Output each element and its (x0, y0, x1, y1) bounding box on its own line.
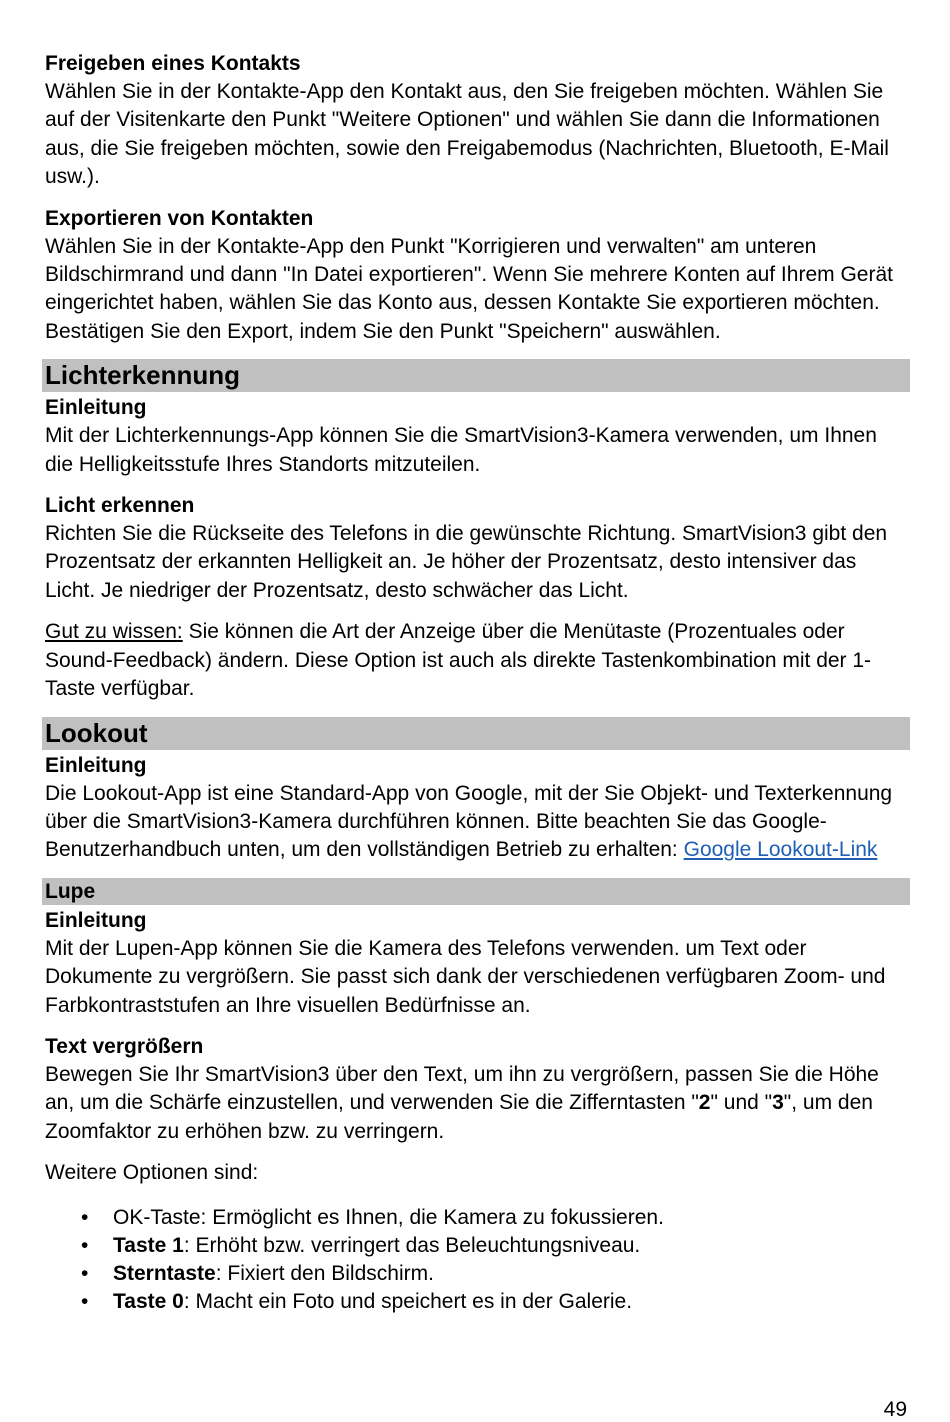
lookout-intro-text (45, 780, 910, 865)
enlarge-text-heading: Text vergrößern (45, 1034, 204, 1058)
more-options-text: Weitere Optionen sind: (45, 1161, 259, 1185)
magnifier-section-heading: Lupe (42, 878, 910, 905)
document-page (45, 50, 910, 1317)
option-key: Sterntaste (113, 1262, 216, 1286)
option-text: : Erhöht bzw. verringert das Beleuchtungsniveau. (183, 1233, 641, 1257)
key-3-label: 3 (772, 1091, 784, 1115)
magnifier-intro-heading: Einleitung (45, 908, 147, 932)
list-item (45, 1232, 910, 1260)
export-contacts-text: Wählen Sie in der Kontakte-App den Punkt "Korrigieren und verwalten" am unteren Bildschirmrand und dann "In Datei exportieren". Wenn Sie mehrere Konten auf Ihrem Gerät eingerichtet haben, wählen Sie das Konto aus, dessen Kontakte Sie exportieren möchten. Bestätigen Sie den Export, indem Sie den Punkt "Speichern" auswählen. (45, 234, 893, 343)
enlarge-text-part-3: ", um den Zoomfaktor zu erhöhen bzw. zu verringern. (45, 1091, 873, 1143)
light-intro-text: Mit der Lichterkennungs-App können Sie die SmartVision3-Kamera verwenden, um Ihnen die Helligkeitsstufe Ihres Standorts mitzuteilen. (45, 424, 877, 476)
enlarge-text-part-2: " und " (710, 1091, 773, 1115)
list-item (45, 1204, 910, 1232)
export-contacts-heading: Exportieren von Kontakten (45, 206, 314, 230)
option-key: Taste 1 (113, 1233, 184, 1257)
bullet-icon: • (81, 1290, 89, 1314)
lookout-section-heading: Lookout (42, 717, 910, 750)
bullet-icon: • (81, 1205, 89, 1229)
share-contact-text: Wählen Sie in der Kontakte-App den Kontakt aus, den Sie freigeben möchten. Wählen Sie auf der Visitenkarte den Punkt "Weitere Optionen" und wählen Sie dann die Informationen aus, die Sie freigeben möchten, sowie den Freigabemodus (Nachrichten, Bluetooth, E-Mail usw.). (45, 80, 889, 189)
lookout-intro-heading: Einleitung (45, 753, 147, 777)
good-to-know-label: Gut zu wissen: (45, 620, 183, 644)
option-text: : Fixiert den Bildschirm. (215, 1262, 434, 1286)
enlarge-text-part-1: Bewegen Sie Ihr SmartVision3 über den Text, um ihn zu vergrößern, passen Sie die Höhe an, um die Schärfe einzustellen, und verwenden Sie die Zifferntasten " (45, 1062, 879, 1115)
key-2-label: 2 (698, 1091, 711, 1115)
enlarge-text-body (45, 1061, 910, 1146)
option-key: Taste 0 (113, 1290, 184, 1314)
bullet-icon: • (81, 1262, 89, 1286)
bullet-icon: • (81, 1233, 89, 1257)
option-text: : Macht ein Foto und speichert es in der Galerie. (183, 1290, 633, 1314)
good-to-know-note (45, 618, 910, 703)
light-intro-heading: Einleitung (45, 396, 147, 420)
option-text: OK-Taste: Ermöglicht es Ihnen, die Kamera zu fokussieren. (113, 1205, 664, 1229)
google-lookout-link[interactable]: Google Lookout-Link (683, 838, 878, 862)
list-item (45, 1288, 910, 1316)
good-to-know-text: Sie können die Art der Anzeige über die Menütaste (Prozentuales oder Sound-Feedback) ändern. Diese Option ist auch als direkte Tastenkombination mit der 1-Taste verfügbar. (45, 620, 872, 701)
share-contact-heading: Freigeben eines Kontakts (45, 52, 301, 75)
options-list (45, 1204, 910, 1317)
light-detection-section-heading: Lichterkennung (42, 359, 910, 392)
magnifier-intro-text: Mit der Lupen-App können Sie die Kamera des Telefons verwenden. um Text oder Dokumente zu vergrößern. Sie passt sich dank der verschiedenen verfügbaren Zoom- und Farbkontraststufen an Ihre visuellen Bedürfnisse an. (45, 936, 886, 1017)
detect-light-heading: Licht erkennen (45, 494, 195, 518)
detect-light-text: Richten Sie die Rückseite des Telefons in die gewünschte Richtung. SmartVision3 gibt den Prozentsatz der erkannten Helligkeit an. Je höher der Prozentsatz, desto intensiver das Licht. Je niedriger der Prozentsatz, desto schwächer das Licht. (45, 522, 888, 602)
page-number: 49 (883, 1398, 907, 1421)
lookout-intro-body: Die Lookout-App ist eine Standard-App von Google, mit der Sie Objekt- und Texterkennung über die SmartVision3-Kamera durchführen können. Bitte beachten Sie das Google-Benutzerhandbuch unten, um den vollständigen Betrieb zu erhalten: (45, 781, 893, 862)
list-item (45, 1260, 910, 1288)
